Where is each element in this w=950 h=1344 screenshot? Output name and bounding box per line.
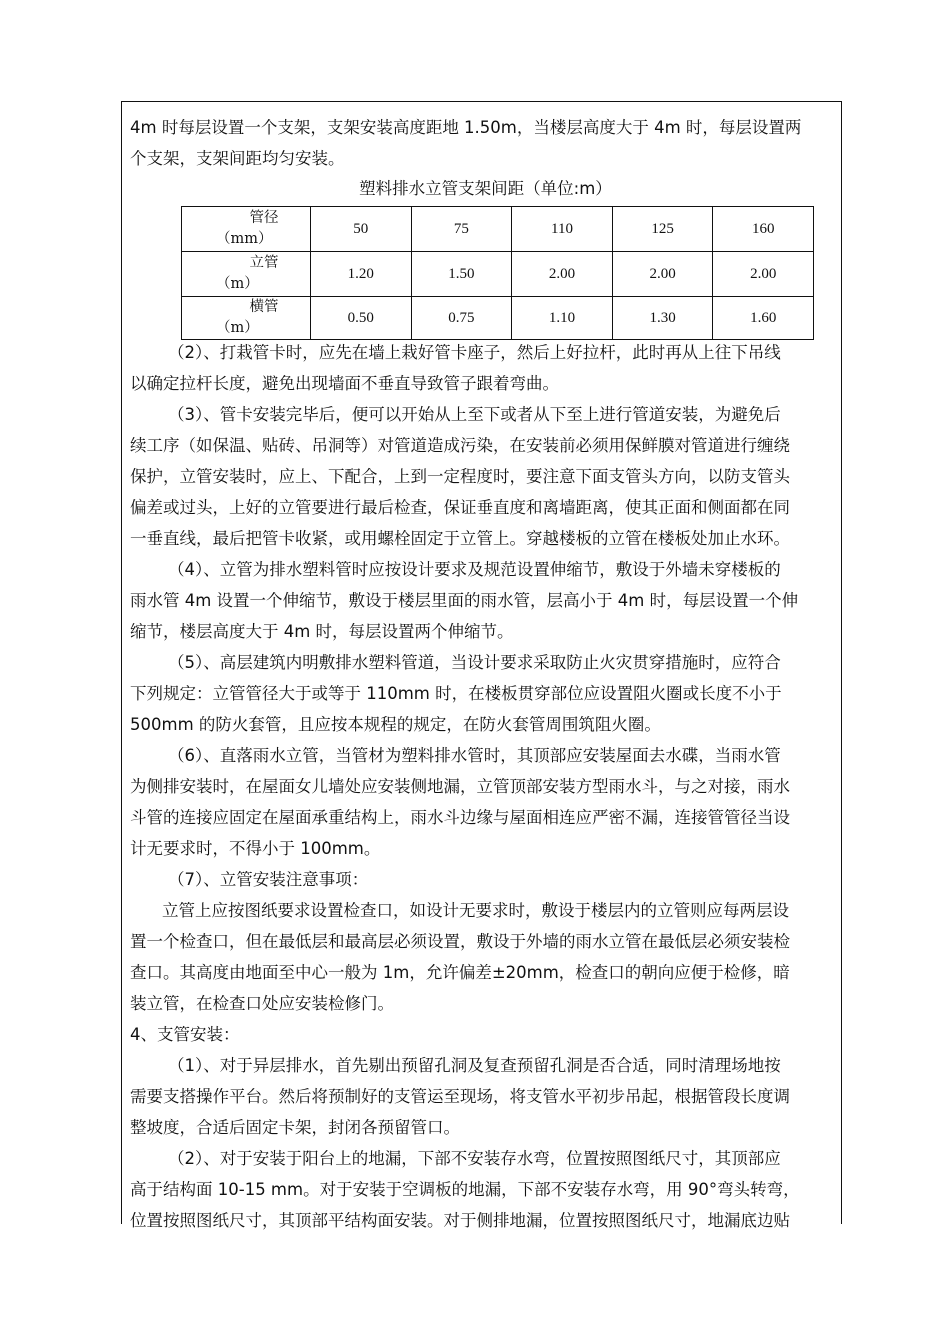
text-line: 雨水管 4m 设置一个伸缩节，敷设于楼层里面的雨水管，层高小于 4m 时，每层设置一个伸 — [130, 591, 799, 610]
text-line: （2）、打栽管卡时，应先在墙上栽好管卡座子，然后上好拉杆，此时再从上往下吊线 — [168, 343, 781, 362]
text-line: 一垂直线，最后把管卡收紧，或用螺栓固定于立管上。穿越楼板的立管在楼板处加止水环。 — [130, 529, 790, 548]
intro-line-2: 个支架，支架间距均匀安装。 — [130, 149, 345, 168]
text-line: 为侧排安装时，在屋面女儿墙处应安装侧地漏，立管顶部安装方型雨水斗，与之对接，雨水 — [130, 777, 790, 796]
table-cell: 50 — [311, 207, 412, 252]
table-cell: 75 — [411, 207, 512, 252]
row-header: 立管 （m） — [182, 252, 311, 297]
table-cell: 2.00 — [713, 252, 814, 297]
table-cell: 1.50 — [411, 252, 512, 297]
table-cell: 2.00 — [512, 252, 613, 297]
text-line: 置一个检查口，但在最低层和最高层必须设置，敷设于外墙的雨水立管在最低层必须安装检 — [130, 932, 790, 951]
table-row — [182, 252, 814, 297]
text-line: 500mm 的防火套管，且应按本规程的规定，在防火套管周围筑阻火圈。 — [130, 715, 661, 734]
text-line: 装立管，在检查口处应安装检修门。 — [130, 994, 394, 1013]
text-line: 保护，立管安装时，应上、下配合，上到一定程度时，要注意下面支管头方向，以防支管头 — [130, 467, 790, 486]
row-header: 横管 （m） — [182, 297, 311, 340]
text-line: （7）、立管安装注意事项： — [168, 870, 369, 889]
table-cell: 1.30 — [612, 297, 713, 340]
table-cell: 110 — [512, 207, 613, 252]
text-line: 整坡度，合适后固定卡架，封闭各预留管口。 — [130, 1118, 460, 1137]
table-cell: 0.75 — [411, 297, 512, 340]
support-spacing-table — [181, 206, 814, 340]
table-cell: 1.10 — [512, 297, 613, 340]
text-line: （5）、高层建筑内明敷排水塑料管道，当设计要求采取防止火灾贯穿措施时，应符合 — [168, 653, 781, 672]
table-cell: 1.60 — [713, 297, 814, 340]
body-paragraphs — [130, 337, 835, 1236]
text-line: 高于结构面 10-15 mm。对于安装于空调板的地漏，下部不安装存水弯，用 90°弯头转弯， — [130, 1180, 800, 1199]
text-line: 下列规定：立管管径大于或等于 110mm 时，在楼板贯穿部位应设置阻火圈或长度不小于 — [130, 684, 782, 703]
text-line: 偏差或过头，上好的立管要进行最后检查，保证垂直度和离墙距离，使其正面和侧面都在同 — [130, 498, 790, 517]
text-line: （6）、直落雨水立管，当管材为塑料排水管时，其顶部应安装屋面去水碟，当雨水管 — [168, 746, 781, 765]
text-line: （4）、立管为排水塑料管时应按设计要求及规范设置伸缩节，敷设于外墙未穿楼板的 — [168, 560, 781, 579]
text-line: 立管上应按图纸要求设置检查口，如设计无要求时，敷设于楼层内的立管则应每两层设 — [162, 901, 789, 920]
text-line: 斗管的连接应固定在屋面承重结构上，雨水斗边缘与屋面相连应严密不漏，连接管管径当设 — [130, 808, 790, 827]
text-line: 计无要求时，不得小于 100mm。 — [130, 839, 381, 858]
text-line: 查口。其高度由地面至中心一般为 1m，允许偏差±20mm，检查口的朝向应便于检修，暗 — [130, 963, 790, 982]
document-body — [130, 112, 835, 204]
table-cell: 0.50 — [311, 297, 412, 340]
text-line: （1）、对于异层排水，首先剔出预留孔洞及复查预留孔洞是否合适，同时清理场地按 — [168, 1056, 781, 1075]
table-caption: 塑料排水立管支架间距（单位:m） — [359, 179, 612, 198]
text-line: 需要支搭操作平台。然后将预制好的支管运至现场，将支管水平初步吊起，根据管段长度调 — [130, 1087, 790, 1106]
text-line: 位置按照图纸尺寸，其顶部平结构面安装。对于侧排地漏，位置按照图纸尺寸，地漏底边贴 — [130, 1211, 790, 1230]
text-line: 缩节，楼层高度大于 4m 时，每层设置两个伸缩节。 — [130, 622, 514, 641]
table-cell: 125 — [612, 207, 713, 252]
table-row — [182, 207, 814, 252]
table-cell: 160 — [713, 207, 814, 252]
intro-line-1: 4m 时每层设置一个支架，支架安装高度距地 1.50m，当楼层高度大于 4m 时，每层设置两 — [130, 118, 802, 137]
table-cell: 1.20 — [311, 252, 412, 297]
row-header: 管径 （mm） — [182, 207, 311, 252]
text-line: 4、支管安装： — [130, 1025, 240, 1044]
text-line: 续工序（如保温、贴砖、吊洞等）对管道造成污染，在安装前必须用保鲜膜对管道进行缠绕 — [130, 436, 790, 455]
table-cell: 2.00 — [612, 252, 713, 297]
text-line: 以确定拉杆长度，避免出现墙面不垂直导致管子跟着弯曲。 — [130, 374, 559, 393]
text-line: （3）、管卡安装完毕后，便可以开始从上至下或者从下至上进行管道安装，为避免后 — [168, 405, 781, 424]
text-line: （2）、对于安装于阳台上的地漏，下部不安装存水弯，位置按照图纸尺寸，其顶部应 — [168, 1149, 781, 1168]
table-row — [182, 297, 814, 340]
